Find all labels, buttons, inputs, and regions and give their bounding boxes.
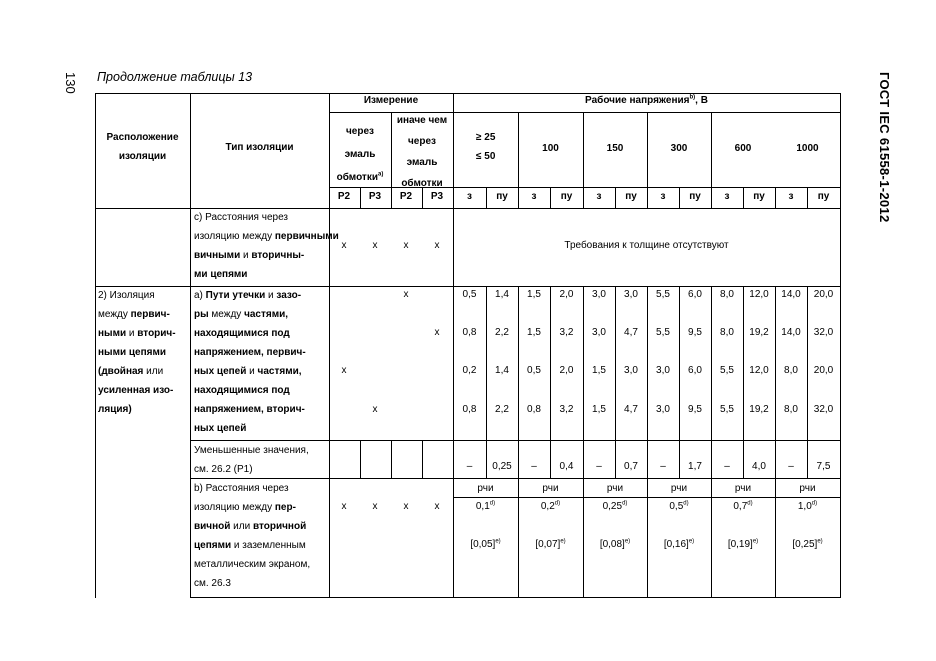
sub-header-voltage: пу [817,191,830,202]
value-cell: 3,0 [656,365,670,376]
value-cell: 3,0 [592,289,606,300]
mark-x: x [434,327,440,338]
voltage-100: 100 [542,143,559,154]
value-cell: 1,5 [527,289,541,300]
value-cell: 2,0 [559,365,574,376]
reduced-value-cell: 0,4 [559,461,574,472]
reduced-value-cell: – [660,461,666,472]
b-header-rchi: рчи [734,483,752,494]
reduced-value-cell: – [724,461,730,472]
value-cell: 3,2 [559,404,574,415]
row-c-note: Требования к толщине отсутствуют [564,240,729,251]
b-bracket-value: $[0,25]^{e)}$ [792,538,823,550]
b-value: 0,2$^{d)}$ [540,500,561,512]
header-otherwise: иначе чем через эмаль обмотки [396,115,448,189]
value-cell: 32,0 [813,327,834,338]
value-cell: 2,2 [495,327,509,338]
value-cell: 0,8 [462,327,477,338]
sub-header-voltage: пу [560,191,573,202]
sub-header-voltage: з [788,191,794,202]
value-cell: 0,8 [462,404,477,415]
b-bracket-value: $[0,07]^{e)}$ [535,538,566,550]
value-cell: 6,0 [688,289,702,300]
sub-header-voltage: пу [496,191,508,202]
value-cell: 0,5 [527,365,541,376]
reduced-value-cell: – [531,461,537,472]
reduced-value-cell: 7,5 [816,461,831,472]
b-bracket-value: $[0,16]^{e)}$ [663,538,695,550]
row-c-type: c) Расстояния через изоляцию между первичными вичными и вторичны- ми цепями [194,212,339,280]
mark-x: x [403,501,409,512]
voltage-1000: 1000 [796,143,819,154]
value-cell: 9,5 [688,327,702,338]
value-cell: 8,0 [784,365,798,376]
b-header-rchi: рчи [670,483,688,494]
value-cell: 4,7 [624,404,638,415]
b-header-rchi: рчи [799,483,816,494]
value-cell: 32,0 [813,404,834,415]
value-cell: 3,0 [624,289,638,300]
value-cell: 8,0 [720,289,734,300]
value-cell: 8,0 [720,327,734,338]
mark-x: x [403,240,409,251]
mark-x: x [372,240,378,251]
sub-header-voltage: з [724,191,730,202]
reduced-value-cell: – [788,461,794,472]
sub-header-meas: P2 [399,191,413,202]
value-cell: 20,0 [813,289,834,300]
value-cell: 20,0 [813,365,834,376]
mark-x: x [372,501,378,512]
value-cell: 14,0 [781,289,801,300]
value-cell: 9,5 [688,404,702,415]
b-bracket-value: $[0,05]^{e)}$ [470,538,501,550]
sub-header-meas: P2 [337,191,351,202]
value-cell: 1,5 [592,404,606,415]
voltage-300: 300 [670,143,688,154]
b-header-rchi: рчи [542,483,559,494]
value-cell: 1,4 [495,365,509,376]
reduced-value-cell: – [466,461,473,472]
value-cell: 12,0 [749,289,769,300]
value-cell: 0,5 [462,289,477,300]
value-cell: 5,5 [656,327,670,338]
value-cell: 1,4 [495,289,509,300]
standard-code: ГОСТ IEC 61558-1-2012 [877,72,892,223]
mark-x: x [403,289,409,300]
sub-header-voltage: пу [689,191,701,202]
b-header-rchi: рчи [477,483,494,494]
mark-x: x [434,240,440,251]
value-cell: 2,0 [559,289,574,300]
value-cell: 3,0 [624,365,638,376]
value-cell: 5,5 [720,365,734,376]
b-bracket-value: $[0,19]^{e)}$ [727,538,759,550]
voltage-150: 150 [606,143,624,154]
header-working-voltages: Рабочие напряжения$^{b)}$, В [585,94,708,106]
row-2-type-a: a) Пути утечки и зазо- ры между частями, находящимися под напряжением, первич- ных цепей и частями, находящимися под напряжением, вторич- ных цепей [194,290,306,434]
value-cell: 0,2 [462,365,477,376]
reduced-value-cell: 0,25 [492,461,512,472]
value-cell: 4,7 [624,327,638,338]
reduced-value-cell: 4,0 [752,461,766,472]
value-cell: 2,2 [495,404,509,415]
value-cell: 12,0 [749,365,769,376]
voltage-600: 600 [734,143,752,154]
value-cell: 14,0 [781,327,801,338]
value-cell: 3,2 [559,327,574,338]
header-location: Расположение изоляции [106,132,179,162]
value-cell: 1,5 [527,327,541,338]
b-value: 1,0$^{d)}$ [797,500,818,512]
header-insulation-type: Тип изоляции [225,142,294,153]
mark-x: x [341,365,347,376]
sub-header-voltage: з [467,191,472,202]
value-cell: 3,0 [656,404,670,415]
value-cell: 3,0 [592,327,606,338]
continuation-title: Продолжение таблицы 13 [97,70,253,84]
b-value: 0,7$^{d)}$ [733,500,753,512]
b-value: 0,1$^{d)}$ [475,500,496,512]
reduced-value-cell: 0,7 [624,461,638,472]
value-cell: 5,5 [656,289,670,300]
voltage-25: ≥ 25 ≤ 50 [476,132,496,162]
header-measurement: Измерение [363,95,419,106]
value-cell: 5,5 [720,404,734,415]
value-cell: 19,2 [749,404,769,415]
header-through-enamel: через эмаль обмотки$^{а)}$ [336,126,384,183]
reduced-value-cell: – [596,461,602,472]
value-cell: 0,8 [527,404,541,415]
row-2-reduced: Уменьшенные значения, см. 26.2 (P1) [194,445,309,475]
mark-x: x [434,501,440,512]
sub-header-voltage: з [660,191,666,202]
b-header-rchi: рчи [606,483,624,494]
b-value: 0,5$^{d)}$ [669,500,689,512]
sub-header-meas: P3 [430,191,444,202]
page-number: 130 [63,72,78,94]
sub-header-meas: P3 [368,191,382,202]
mark-x: x [372,404,378,415]
row-2-type-b: b) Расстояния через изоляцию между пер- вичной или вторичной цепями и заземленным металлическим экраном, см. 26.3 [194,483,311,589]
value-cell: 19,2 [749,327,769,338]
sub-header-voltage: з [531,191,537,202]
sub-header-voltage: з [596,191,602,202]
mark-x: x [341,240,347,251]
mark-x: x [341,501,347,512]
value-cell: 6,0 [688,365,702,376]
row-2-location: 2) Изоляция между первич- ными и вторич- ными цепями (двойная или усиленная изо- ляция) [98,290,176,415]
value-cell: 8,0 [784,404,798,415]
b-value: 0,25$^{d)}$ [602,500,628,512]
sub-header-voltage: пу [625,191,637,202]
sub-header-voltage: пу [753,191,765,202]
b-bracket-value: $[0,08]^{e)}$ [599,538,631,550]
reduced-value-cell: 1,7 [688,461,702,472]
value-cell: 1,5 [592,365,606,376]
